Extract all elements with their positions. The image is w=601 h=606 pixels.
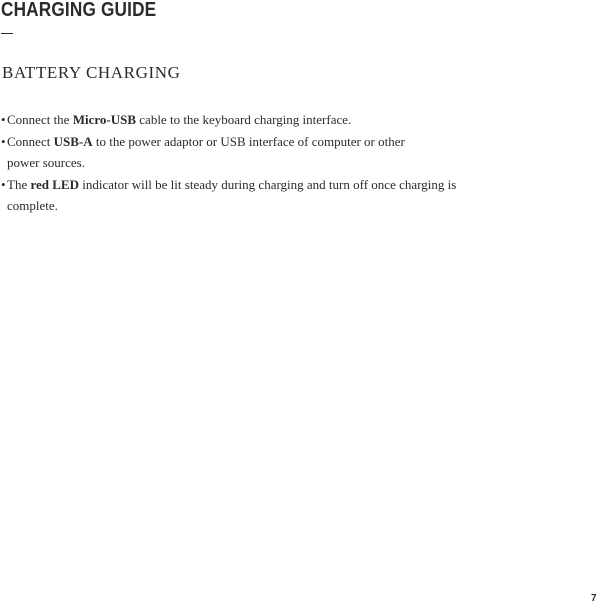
bullet-dot-icon: • [1,133,6,149]
instruction-item-usb-a [0,131,437,174]
bullet-dot-icon: • [1,176,6,192]
bullet-dot-icon: • [1,112,6,127]
instruction-text-after: cable to the keyboard charging interface. [136,112,352,127]
page-number: 7 [591,593,597,604]
instruction-highlight: Micro-USB [72,112,137,127]
instruction-highlight: USB-A [53,133,93,149]
instruction-text-before: Connect [7,133,54,149]
page-title: CHARGING GUIDE [1,0,157,21]
instruction-item-micro-usb [0,109,470,131]
instruction-text-before: Connect the [7,112,73,127]
instruction-text-after: to the power adaptor or USB interface of computer or other power sources. [7,133,405,170]
instruction-item-red-led [0,174,462,217]
instruction-text-before: The [7,176,31,192]
instruction-text-after: indicator will be lit steady during charging and turn off once charging is complete. [7,176,457,213]
instruction-list [0,109,470,217]
title-underline-divider [1,33,13,34]
section-heading: BATTERY CHARGING [2,63,181,82]
instruction-highlight: red LED [30,176,79,192]
